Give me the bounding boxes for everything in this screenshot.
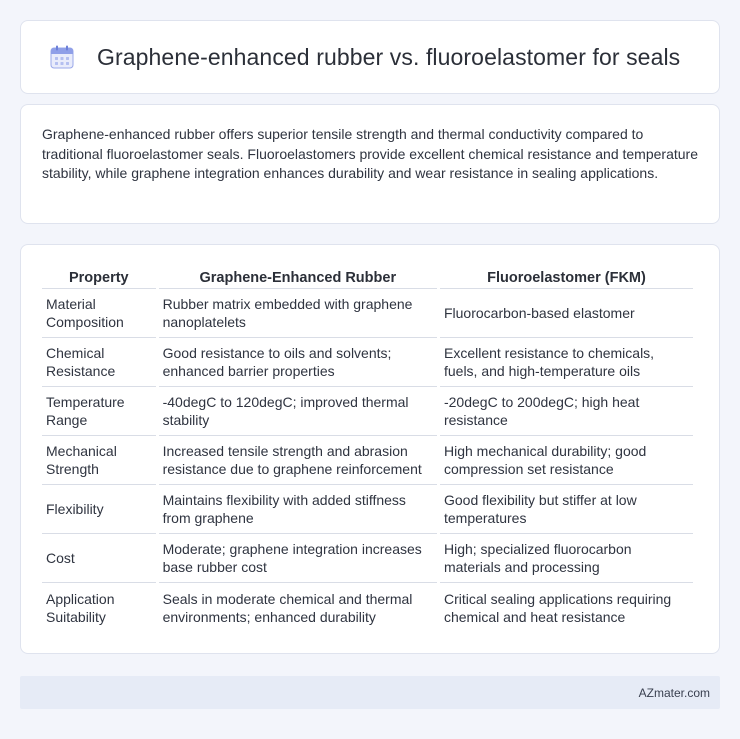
fkm-cell: Good flexibility but stiffer at low temperatures: [440, 485, 693, 534]
property-cell: Cost: [42, 534, 156, 583]
fkm-cell: Fluorocarbon-based elastomer: [440, 289, 693, 338]
column-header-property: Property: [42, 265, 156, 289]
table-row: [42, 436, 693, 485]
table-row: [42, 338, 693, 387]
graphene-cell: Rubber matrix embedded with graphene nanoplatelets: [159, 289, 437, 338]
table-row: [42, 583, 693, 632]
table-row: [42, 387, 693, 436]
graphene-cell: -40degC to 120degC; improved thermal stability: [159, 387, 437, 436]
property-cell: Chemical Resistance: [42, 338, 156, 387]
property-cell: Flexibility: [42, 485, 156, 534]
fkm-cell: Excellent resistance to chemicals, fuels, and high-temperature oils: [440, 338, 693, 387]
table-header-row: [42, 265, 693, 289]
property-cell: Mechanical Strength: [42, 436, 156, 485]
intro-card: [20, 104, 720, 224]
graphene-cell: Seals in moderate chemical and thermal environments; enhanced durability: [162, 590, 413, 625]
table-row: [42, 534, 693, 583]
fkm-cell: -20degC to 200degC; high heat resistance: [440, 387, 693, 436]
footer-bar: [20, 676, 720, 709]
intro-paragraph: Graphene-enhanced rubber offers superior tensile strength and thermal conductivity compared to traditional fluoroelastomer seals. Fluoroelastomers provide excellent chemical resistance and temperature stability, while graphene integration enhances durability and wear resistance in sealing applications.: [42, 126, 698, 181]
fkm-cell: High; specialized fluorocarbon materials and processing: [440, 534, 693, 583]
graphene-cell: Moderate; graphene integration increases base rubber cost: [159, 534, 437, 583]
column-header-fkm: Fluoroelastomer (FKM): [440, 265, 693, 289]
property-cell: Temperature Range: [42, 387, 156, 436]
comparison-table: [39, 265, 696, 632]
table-row: [42, 289, 693, 338]
graphene-cell: Good resistance to oils and solvents; enhanced barrier properties: [159, 338, 437, 387]
property-cell: Material Composition: [42, 289, 156, 338]
graphene-cell: Increased tensile strength and abrasion resistance due to graphene reinforcement: [159, 436, 437, 485]
footer-brand: AZmater.com: [638, 685, 710, 700]
fkm-cell: High mechanical durability; good compression set resistance: [440, 436, 693, 485]
column-header-graphene: Graphene-Enhanced Rubber: [159, 265, 437, 289]
fkm-cell: Critical sealing applications requiring chemical and heat resistance: [443, 590, 672, 625]
calendar-icon: [49, 44, 75, 70]
property-cell: Application Suitability: [46, 590, 115, 625]
comparison-table-card: [20, 244, 720, 654]
page-title: Graphene-enhanced rubber vs. fluoroelastomer for seals: [97, 43, 681, 70]
header-card: [20, 20, 720, 94]
graphene-cell: Maintains flexibility with added stiffness from graphene: [159, 485, 437, 534]
table-row: [42, 485, 693, 534]
